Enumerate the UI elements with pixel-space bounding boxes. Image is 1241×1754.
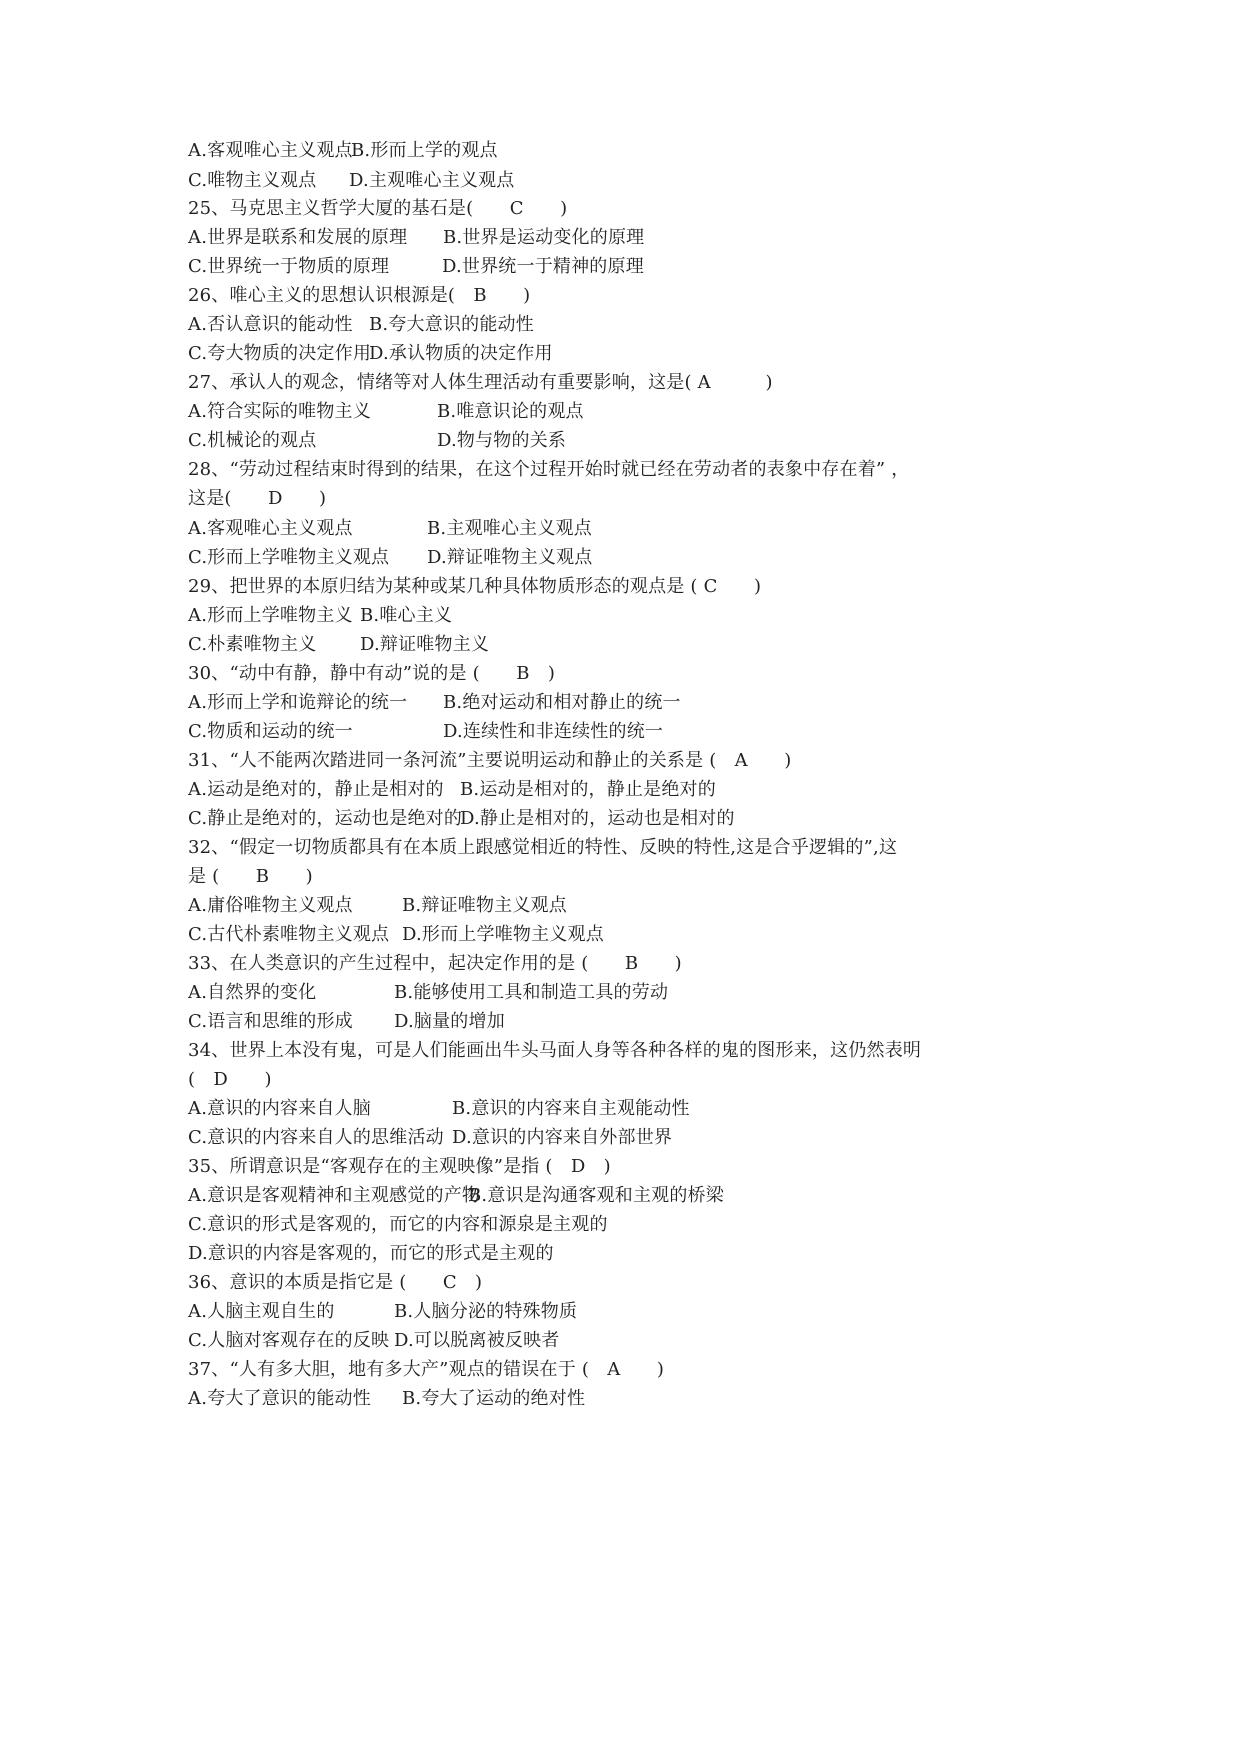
option-text: D.辩证唯物主义	[360, 634, 490, 655]
option-text: D.意识的内容来自外部世界	[452, 1127, 673, 1148]
option-text: D.辩证唯物主义观点	[427, 547, 593, 568]
option-text: B.绝对运动和相对静止的统一	[443, 692, 681, 713]
option-text: B.形而上学的观点	[351, 140, 498, 161]
option-text: D.承认物质的决定作用	[369, 343, 553, 364]
question-text: 36、意识的本质是指它是 ( C )	[188, 1272, 483, 1293]
question-text: 33、在人类意识的产生过程中，起决定作用的是 ( B )	[188, 953, 682, 974]
text-line: 这是( D )	[188, 488, 327, 509]
option-text: C.机械论的观点	[188, 430, 317, 451]
option-text: A.人脑主观自生的	[188, 1301, 335, 1322]
option-text: C.形而上学唯物主义观点	[188, 547, 390, 568]
option-text: C.物质和运动的统一	[188, 721, 353, 742]
question-text: 26、唯心主义的思想认识根源是( B )	[188, 285, 531, 306]
option-text: B.意识的内容来自主观能动性	[452, 1098, 690, 1119]
text-line: D.意识的内容是客观的，而它的形式是主观的	[188, 1243, 554, 1264]
option-text: C.唯物主义观点	[188, 170, 317, 191]
option-text: C.语言和思维的形成	[188, 1011, 353, 1032]
option-text: D.可以脱离被反映者	[394, 1330, 560, 1351]
option-text: B.辩证唯物主义观点	[402, 895, 567, 916]
question-text: 34、世界上本没有鬼，可是人们能画出牛头马面人身等各种各样的鬼的图形来，这仍然表明	[188, 1040, 922, 1061]
option-text: B.唯意识论的观点	[437, 401, 584, 422]
option-text: C.朴素唯物主义	[188, 634, 317, 655]
option-text: A.否认意识的能动性	[188, 314, 353, 335]
option-text: B.能够使用工具和制造工具的劳动	[394, 982, 669, 1003]
question-text: 31、“人不能两次踏进同一条河流”主要说明运动和静止的关系是 ( A )	[188, 750, 792, 771]
option-text: C.世界统一于物质的原理	[188, 256, 390, 277]
option-text: D.形而上学唯物主义观点	[402, 924, 604, 945]
question-text: 30、“动中有静，静中有动”说的是 ( B )	[188, 663, 556, 684]
question-text: 37、“人有多大胆，地有多大产”观点的错误在于 ( A )	[188, 1359, 665, 1380]
text-line: 是 ( B )	[188, 866, 313, 887]
option-text: D.脑量的增加	[394, 1011, 505, 1032]
option-text: A.形而上学和诡辩论的统一	[188, 692, 408, 713]
option-text: A.世界是联系和发展的原理	[188, 227, 408, 248]
option-text: B.意识是沟通客观和主观的桥梁	[468, 1185, 724, 1206]
option-text: A.意识是客观精神和主观感觉的产物	[188, 1185, 481, 1206]
question-text: 29、把世界的本原归结为某种或某几种具体物质形态的观点是 ( C )	[188, 576, 762, 597]
option-text: A.客观唯心主义观点	[188, 518, 353, 539]
option-text: D.世界统一于精神的原理	[442, 256, 644, 277]
option-text: D.主观唯心主义观点	[349, 170, 515, 191]
option-text: C.意识的内容来自人的思维活动	[188, 1127, 444, 1148]
option-text: C.静止是绝对的，运动也是绝对的	[188, 808, 463, 829]
question-text: 27、承认人的观念，情绪等对人体生理活动有重要影响，这是( A )	[188, 372, 773, 393]
option-text: A.意识的内容来自人脑	[188, 1098, 371, 1119]
option-text: B.运动是相对的，静止是绝对的	[460, 779, 716, 800]
option-text: C.古代朴素唯物主义观点	[188, 924, 390, 945]
option-text: B.人脑分泌的特殊物质	[394, 1301, 578, 1322]
question-text: 32、“假定一切物质都具有在本质上跟感觉相近的特性、反映的特性,这是合乎逻辑的”,这	[188, 837, 898, 858]
option-text: B.夸大了运动的绝对性	[402, 1388, 586, 1409]
question-text: 25、马克思主义哲学大厦的基石是( C )	[188, 198, 568, 219]
option-text: B.世界是运动变化的原理	[443, 227, 645, 248]
option-text: A.符合实际的唯物主义	[188, 401, 371, 422]
text-line: ( D )	[188, 1069, 272, 1090]
option-text: A.形而上学唯物主义	[188, 605, 353, 626]
text-line: C.意识的形式是客观的，而它的内容和源泉是主观的	[188, 1214, 608, 1235]
option-text: A.庸俗唯物主义观点	[188, 895, 353, 916]
option-text: D.物与物的关系	[437, 430, 567, 451]
option-text: D.连续性和非连续性的统一	[443, 721, 664, 742]
option-text: A.夸大了意识的能动性	[188, 1388, 371, 1409]
question-text: 35、所谓意识是“客观存在的主观映像”是指 ( D )	[188, 1156, 611, 1177]
option-text: A.运动是绝对的，静止是相对的	[188, 779, 444, 800]
option-text: B.主观唯心主义观点	[427, 518, 592, 539]
option-text: B.夸大意识的能动性	[369, 314, 534, 335]
option-text: A.客观唯心主义观点	[188, 140, 353, 161]
option-text: C.人脑对客观存在的反映	[188, 1330, 390, 1351]
option-text: D.静止是相对的，运动也是相对的	[460, 808, 735, 829]
option-text: B.唯心主义	[360, 605, 453, 626]
question-text: 28、“劳动过程结束时得到的结果，在这个过程开始时就已经在劳动者的表象中存在着” ，	[188, 459, 910, 480]
option-text: A.自然界的变化	[188, 982, 317, 1003]
option-text: C.夸大物质的决定作用	[188, 343, 372, 364]
